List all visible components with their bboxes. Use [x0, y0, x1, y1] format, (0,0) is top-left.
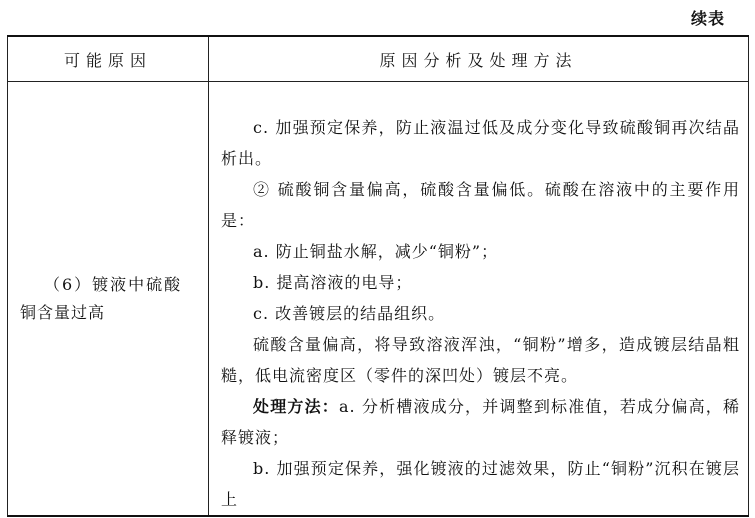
continued-table-label: 续表: [690, 9, 725, 28]
analysis-paragraph-3: a. 防止铜盐水解，减少“铜粉”；: [253, 242, 499, 261]
treatment-method-text: a. 分析槽液成分，并调整到标准值，若成分偏高，稀释镀液；: [221, 397, 740, 447]
analysis-paragraph-7: [221, 391, 740, 453]
analysis-paragraph-8: b. 加强预定保养，强化镀液的过滤效果，防止“铜粉”沉积在镀层上: [221, 459, 740, 509]
header-analysis-method: 原因分析及处理方法: [209, 36, 749, 82]
treatment-method-label: 处理方法：: [253, 397, 339, 416]
analysis-paragraph-4: b. 提高溶液的电导；: [253, 273, 413, 292]
analysis-paragraph-2: ② 硫酸铜含量偏高，硫酸含量偏低。硫酸在溶液中的主要作用是：: [221, 180, 740, 230]
cause-cell: [8, 82, 209, 517]
table-row: [8, 82, 749, 517]
analysis-paragraph-6: 硫酸含量偏高，将导致溶液浑浊，“铜粉”增多，造成镀层结晶粗糙，低电流密度区（零件的深凹处）镀层不亮。: [221, 335, 740, 385]
analysis-paragraph-1: c. 加强预定保养，防止液温过低及成分变化导致硫酸铜再次结晶析出。: [221, 118, 740, 168]
cause-analysis-table: [7, 35, 749, 517]
analysis-cell: [209, 82, 749, 517]
header-possible-cause: 可能原因: [8, 36, 209, 82]
cause-line-2: 铜含量过高: [20, 302, 106, 322]
cause-line-1: （6）镀液中硫酸: [44, 274, 183, 294]
table-header-row: [8, 36, 749, 82]
analysis-paragraph-5: c. 改善镀层的结晶组织。: [253, 304, 446, 323]
